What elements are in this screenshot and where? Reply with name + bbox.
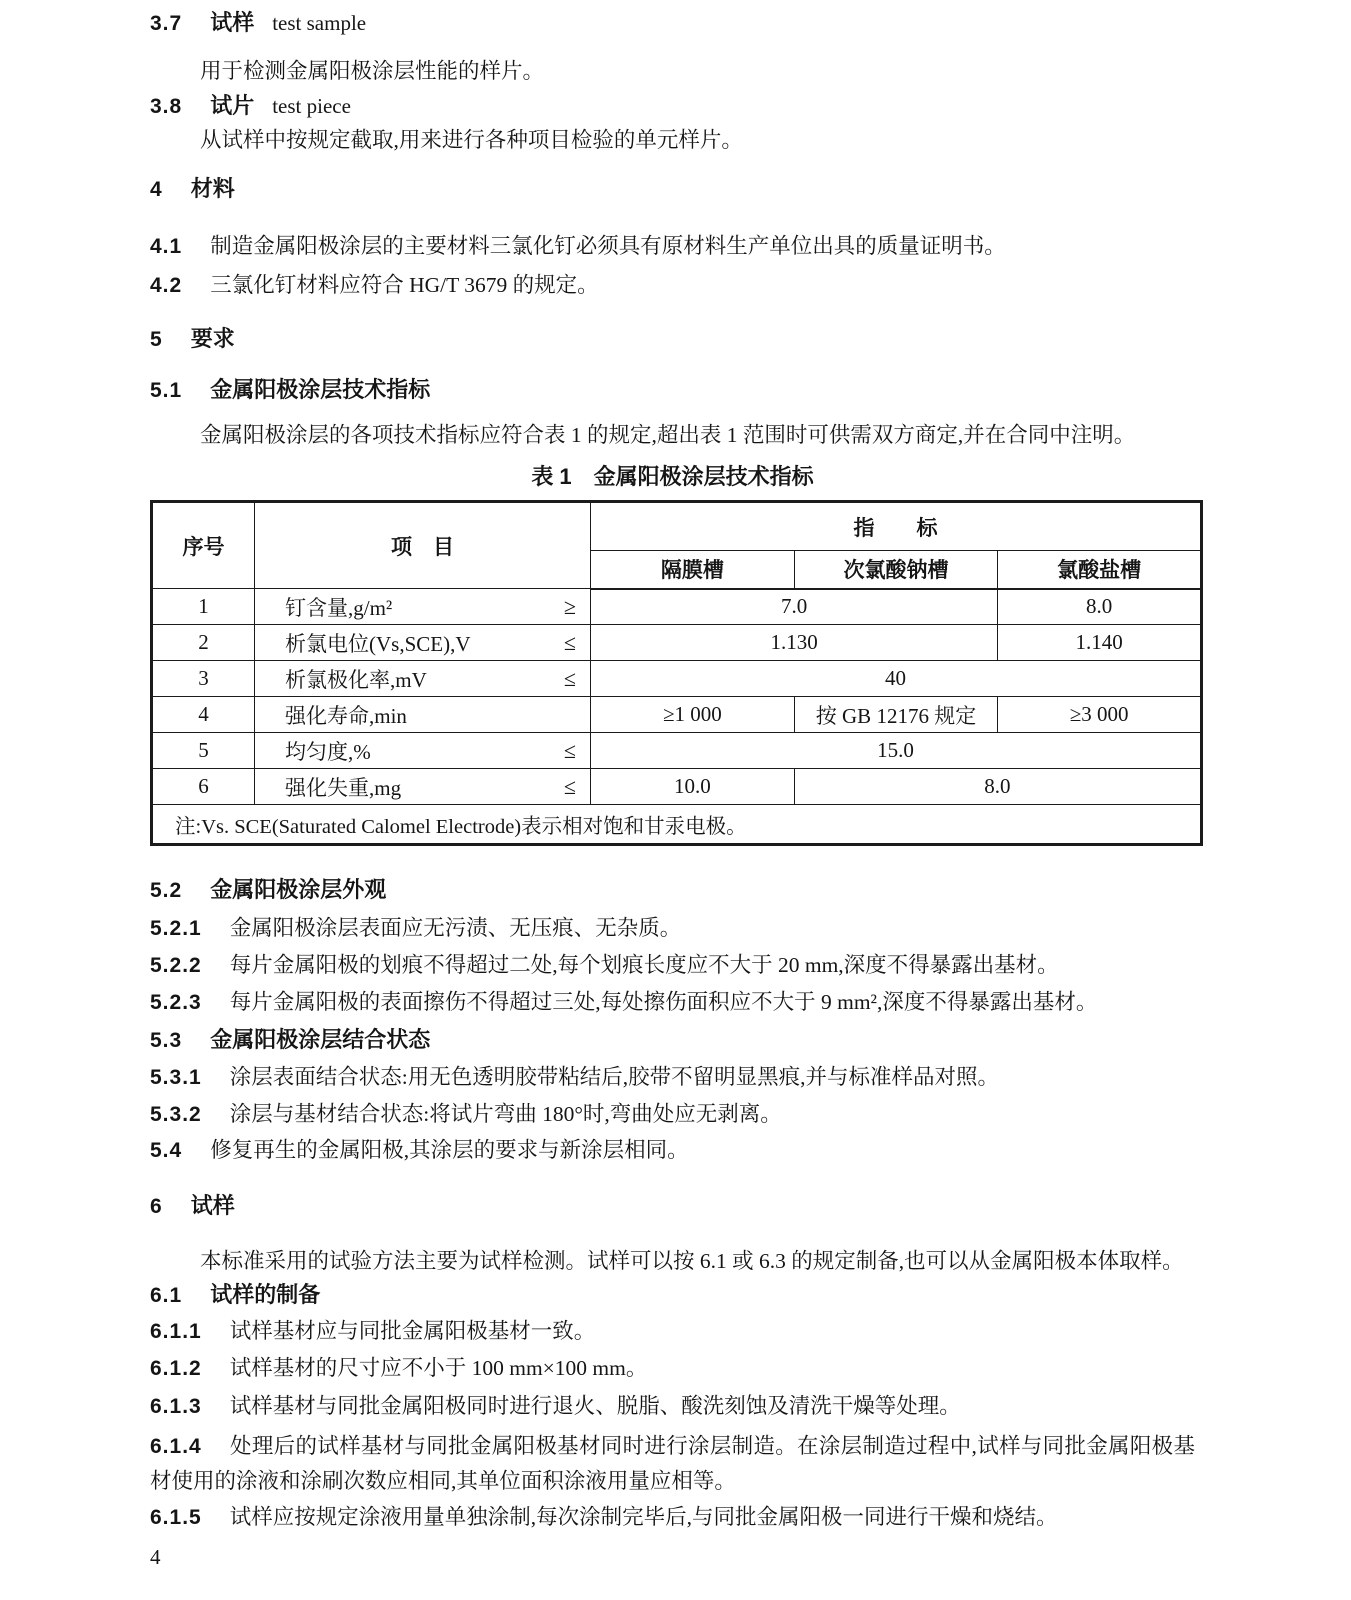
clause-title: 金属阳极涂层技术指标 [210, 377, 431, 402]
item-name: 钉含量,g/m² [285, 595, 393, 620]
table-row [152, 589, 1202, 625]
cell-item [255, 697, 591, 733]
cell-value: 1.130 [591, 625, 998, 661]
clause-text: 试样应按规定涂液用量单独涂制,每次涂制完毕后,与同批金属阳极一同进行干燥和烧结。 [229, 1505, 1058, 1529]
cell-value: 按 GB 12176 规定 [794, 697, 998, 733]
comparison-sign: ≤ [563, 629, 576, 655]
table-row [152, 769, 1202, 805]
cell-value: 1.140 [998, 625, 1202, 661]
clause-text: 三氯化钉材料应符合 HG/T 3679 的规定。 [210, 273, 599, 297]
clause-4-2 [150, 270, 1195, 301]
table-row [152, 733, 1202, 769]
section-6-heading [150, 1191, 1195, 1222]
cell-value: 7.0 [591, 589, 998, 625]
clause-5-2-heading [150, 875, 1195, 906]
cell-value: 15.0 [591, 733, 1202, 769]
table-note-row [152, 805, 1202, 845]
clause-text: 试样基材应与同批金属阳极基材一致。 [229, 1319, 596, 1343]
clause-number: 6.1.2 [150, 1357, 202, 1380]
cell-value: ≥1 000 [591, 697, 795, 733]
clause-5-3-2 [150, 1099, 1195, 1130]
subheader-diaphragm-cell: 隔膜槽 [591, 551, 795, 589]
item-name: 强化寿命,min [285, 703, 407, 728]
table-1-technical-indicators [150, 500, 1203, 846]
clause-number: 6.1 [150, 1284, 183, 1307]
comparison-sign: ≤ [563, 665, 576, 691]
section-title: 要求 [190, 326, 235, 351]
clause-number: 5.3.1 [150, 1066, 202, 1089]
table-row [152, 661, 1202, 697]
section-number: 5 [150, 328, 163, 351]
item-name: 强化失重,mg [285, 775, 402, 800]
term-en: test sample [272, 11, 367, 35]
clause-text: 处理后的试样基材与同批金属阳极基材同时进行涂层制造。在涂层制造过程中,试样与同批金属阳极基材使用的涂液和涂刷次数应相同,其单位面积涂液用量应相等。 [150, 1434, 1195, 1493]
clause-number: 5.2.1 [150, 917, 202, 940]
section-number: 6 [150, 1195, 163, 1218]
clause-3-8-definition: 从试样中按规定截取,用来进行各种项目检验的单元样片。 [200, 128, 743, 152]
section-title: 材料 [190, 176, 235, 201]
clause-number: 6.1.1 [150, 1320, 202, 1343]
clause-5-4 [150, 1135, 1195, 1166]
cell-value: ≥3 000 [998, 697, 1202, 733]
clause-5-2-2 [150, 950, 1195, 981]
table-row [152, 697, 1202, 733]
clause-text: 修复再生的金属阳极,其涂层的要求与新涂层相同。 [210, 1138, 689, 1162]
cell-seq: 4 [152, 697, 255, 733]
clause-4-1 [150, 231, 1195, 262]
section-5-heading [150, 324, 1195, 355]
clause-number: 5.4 [150, 1139, 183, 1162]
subheader-chlorate-cell: 氯酸盐槽 [998, 551, 1202, 589]
clause-6-1-1 [150, 1316, 1195, 1347]
clause-number: 5.2.3 [150, 991, 202, 1014]
clause-title: 试样的制备 [210, 1282, 321, 1307]
section-number: 4 [150, 178, 163, 201]
header-cell-item: 项 目 [255, 502, 591, 589]
subheader-hypochlorite-cell: 次氯酸钠槽 [794, 551, 998, 589]
clause-text: 试样基材与同批金属阳极同时进行退火、脱脂、酸洗刻蚀及清洗干燥等处理。 [229, 1394, 961, 1418]
clause-number: 3.7 [150, 12, 183, 35]
cell-value: 40 [591, 661, 1202, 697]
term-zh: 试片 [210, 93, 255, 118]
clause-text: 每片金属阳极的表面擦伤不得超过三处,每处擦伤面积应不大于 9 mm²,深度不得暴露出基材。 [229, 990, 1098, 1014]
clause-5-1-paragraph: 金属阳极涂层的各项技术指标应符合表 1 的规定,超出表 1 范围时可供需双方商定,并在合同中注明。 [200, 423, 1136, 447]
clause-6-1-4 [150, 1429, 1195, 1498]
clause-text: 涂层表面结合状态:用无色透明胶带粘结后,胶带不留明显黑痕,并与标准样品对照。 [229, 1065, 999, 1089]
comparison-sign: ≤ [563, 773, 576, 799]
section-title: 试样 [190, 1193, 235, 1218]
item-name: 析氯极化率,mV [285, 667, 427, 692]
cell-item [255, 769, 591, 805]
clause-number: 6.1.3 [150, 1395, 202, 1418]
cell-seq: 1 [152, 589, 255, 625]
clause-6-1-heading [150, 1280, 1195, 1311]
clause-number: 6.1.5 [150, 1506, 202, 1529]
clause-number: 5.2.2 [150, 954, 202, 977]
clause-6-1-2 [150, 1353, 1195, 1384]
clause-6-1-5 [150, 1502, 1195, 1533]
clause-3-7-definition: 用于检测金属阳极涂层性能的样片。 [200, 59, 545, 83]
cell-seq: 3 [152, 661, 255, 697]
comparison-sign: ≤ [563, 737, 576, 763]
table-header-row [152, 502, 1202, 551]
section-6-intro: 本标准采用的试验方法主要为试样检测。试样可以按 6.1 或 6.3 的规定制备,也可以从金属阳极本体取样。 [200, 1249, 1184, 1273]
cell-seq: 6 [152, 769, 255, 805]
clause-number: 4.2 [150, 274, 183, 297]
cell-value: 8.0 [998, 589, 1202, 625]
clause-3-7-heading [150, 8, 1195, 39]
clause-title: 金属阳极涂层结合状态 [210, 1027, 431, 1052]
cell-item [255, 589, 591, 625]
clause-text: 金属阳极涂层表面应无污渍、无压痕、无杂质。 [229, 916, 682, 940]
cell-seq: 2 [152, 625, 255, 661]
clause-number: 5.1 [150, 379, 183, 402]
term-zh: 试样 [210, 10, 255, 35]
clause-5-3-1 [150, 1062, 1195, 1093]
header-cell-index: 指 标 [591, 502, 1202, 551]
cell-seq: 5 [152, 733, 255, 769]
clause-text: 每片金属阳极的划痕不得超过二处,每个划痕长度应不大于 20 mm,深度不得暴露出基材。 [229, 953, 1059, 977]
cell-item [255, 625, 591, 661]
cell-value: 10.0 [591, 769, 795, 805]
clause-number: 5.2 [150, 879, 183, 902]
comparison-sign: ≥ [563, 593, 576, 619]
item-name: 析氯电位(Vs,SCE),V [285, 631, 471, 656]
cell-item [255, 733, 591, 769]
table-caption: 表 1 金属阳极涂层技术指标 [531, 464, 814, 489]
page-number: 4 [150, 1545, 161, 1569]
section-4-heading [150, 174, 1195, 205]
header-cell-seq: 序号 [152, 502, 255, 589]
clause-6-1-3 [150, 1391, 1195, 1422]
clause-3-8-heading [150, 91, 1195, 122]
cell-value: 8.0 [794, 769, 1201, 805]
clause-number: 3.8 [150, 95, 183, 118]
clause-5-1-heading [150, 375, 1195, 406]
clause-title: 金属阳极涂层外观 [210, 877, 387, 902]
clause-number: 5.3.2 [150, 1103, 202, 1126]
clause-number: 5.3 [150, 1029, 183, 1052]
term-en: test piece [272, 94, 351, 118]
clause-5-2-3 [150, 987, 1195, 1018]
clause-text: 制造金属阳极涂层的主要材料三氯化钉必须具有原材料生产单位出具的质量证明书。 [210, 234, 1006, 258]
clause-text: 试样基材的尺寸应不小于 100 mm×100 mm。 [229, 1356, 648, 1380]
table-note: 注:Vs. SCE(Saturated Calomel Electrode)表示相对饱和甘汞电极。 [152, 805, 1202, 845]
table-row [152, 625, 1202, 661]
clause-number: 4.1 [150, 235, 183, 258]
clause-5-3-heading [150, 1025, 1195, 1056]
clause-number: 6.1.4 [150, 1435, 202, 1458]
clause-5-2-1 [150, 913, 1195, 944]
cell-item [255, 661, 591, 697]
item-name: 均匀度,% [285, 739, 371, 764]
clause-text: 涂层与基材结合状态:将试片弯曲 180°时,弯曲处应无剥离。 [229, 1102, 782, 1126]
